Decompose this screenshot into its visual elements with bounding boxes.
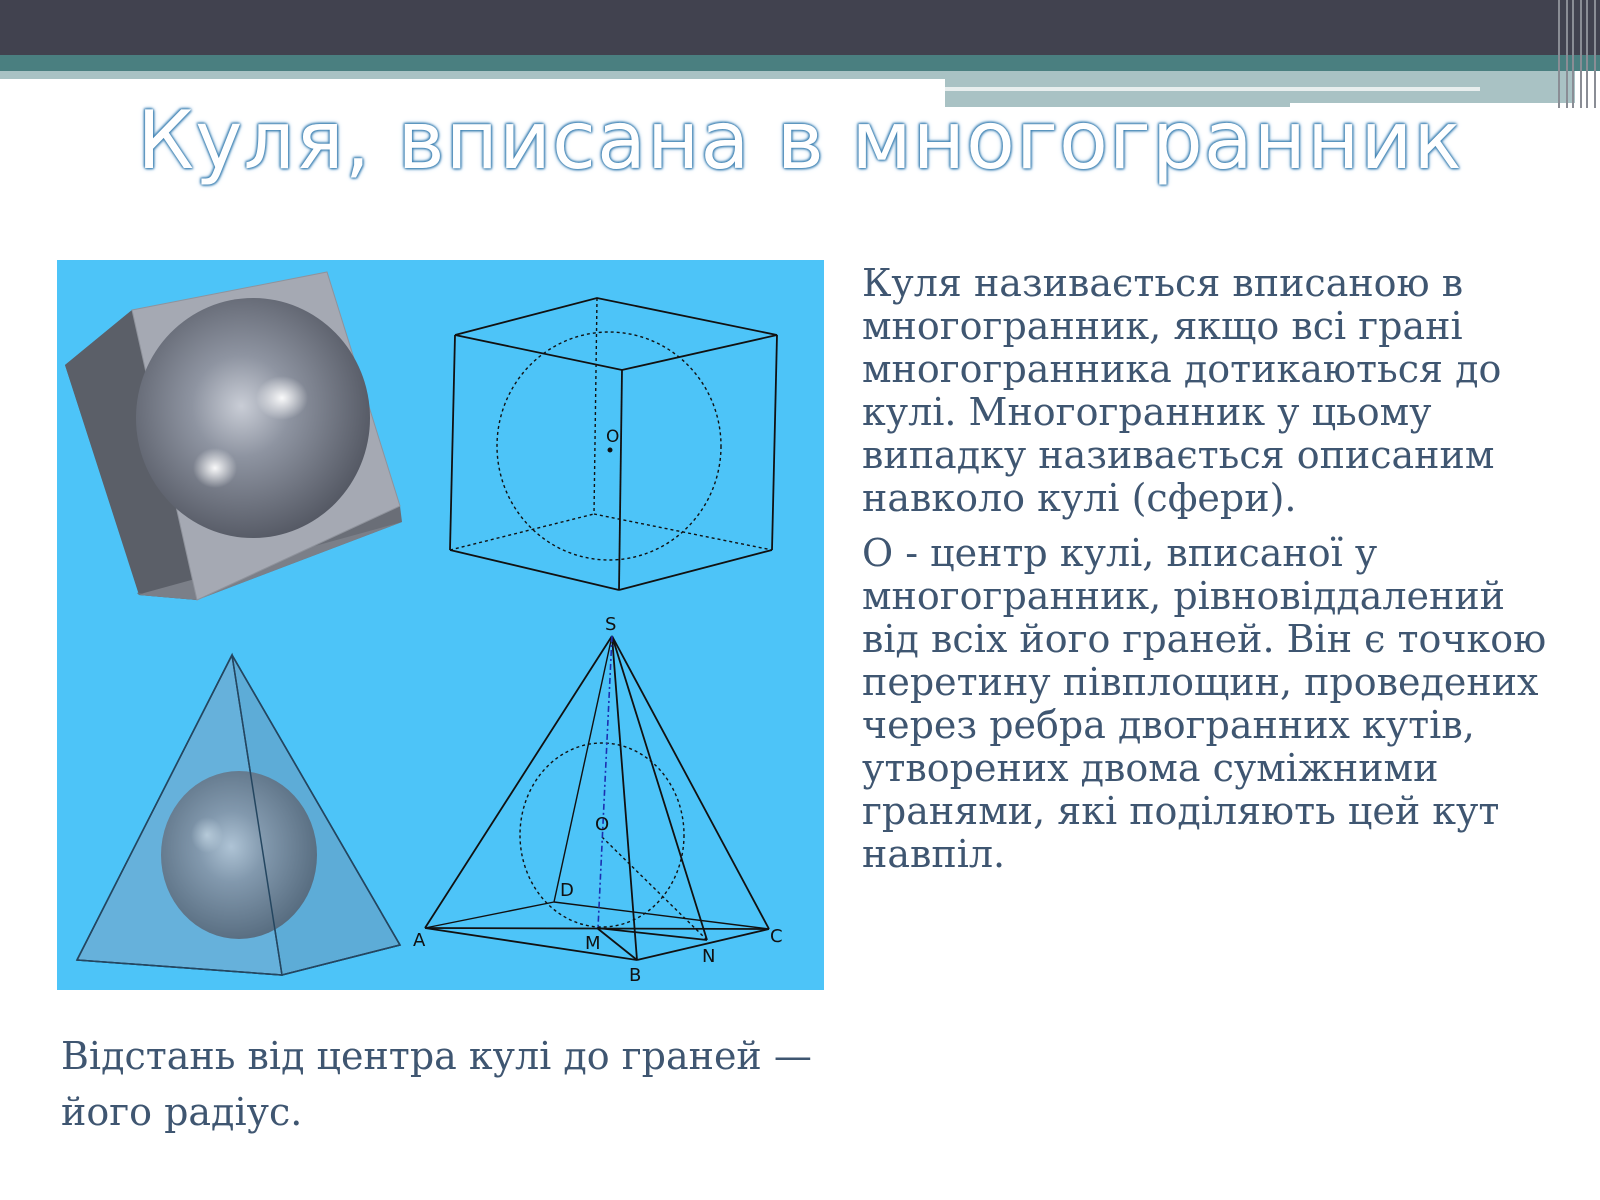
vertex-label-a: A (413, 930, 426, 951)
vertex-label-n: N (702, 946, 716, 967)
header-band (0, 55, 1600, 71)
figure-panel (57, 260, 824, 990)
cube-center-label: O (606, 427, 620, 447)
vertex-label-s: S (605, 614, 617, 635)
vertex-label-o: O (595, 814, 610, 835)
slide-title: Куля, вписана в многогранник (137, 94, 1463, 187)
vertex-label-m: M (585, 933, 601, 954)
vertex-label-d: D (560, 880, 574, 901)
sphere (136, 298, 370, 538)
definition-paragraph: Куля називається вписаною в многогранник, якщо всі грані многогранника дотикаються до кулі. Многогранник у цьому випадку називається описаним навколо кулі (сфери). (862, 261, 1502, 520)
header-bar (0, 0, 1600, 55)
polyhedra-illustration (57, 260, 824, 990)
vertex-label-b: B (629, 965, 642, 986)
definition-text (862, 262, 1562, 888)
vertex-label-c: C (770, 926, 783, 947)
figure-caption: Відстань від центра кулі до граней — його радіус. (61, 1034, 812, 1134)
center-paragraph: О - центр кулі, вписаної у многогранник, рівновіддалений від всіх його граней. Він є точкою перетину півплощин, проведених через ребра двогранних кутів, утворених двома суміжними гранями, які поділяють цей кут навпіл. (862, 531, 1547, 876)
header-band-light (0, 71, 945, 79)
